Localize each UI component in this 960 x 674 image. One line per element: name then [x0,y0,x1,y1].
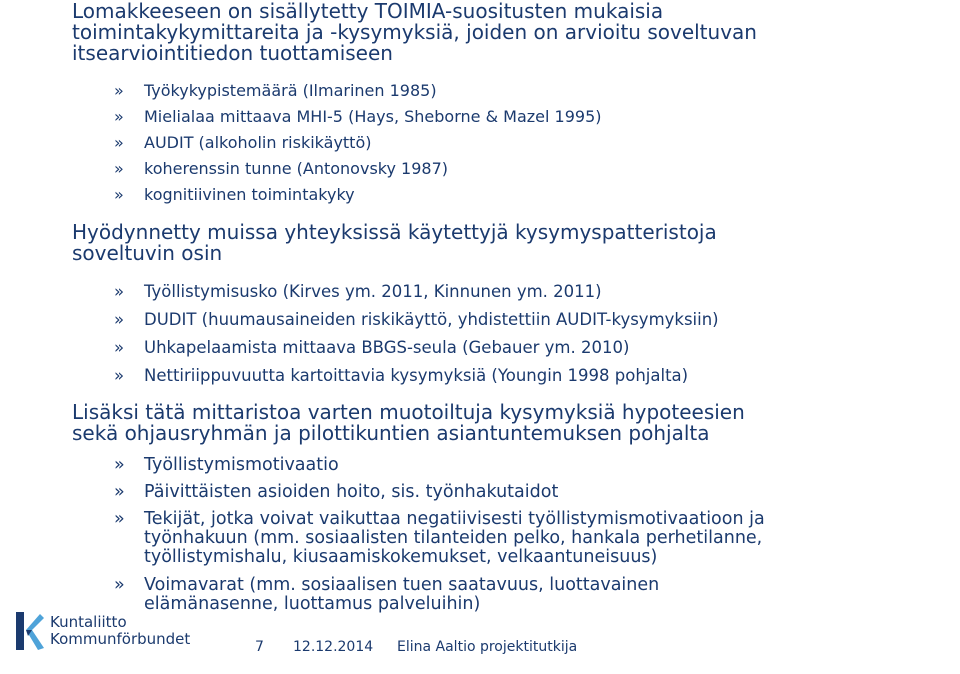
section3-heading [72,402,942,444]
bullet-icon: » [114,282,125,301]
list-item-text: Uhkapelaamista mittaava BBGS-seula (Gebauer ym. 2010) [144,338,630,357]
list-item-text: Nettiriippuvuutta kartoittavia kysymyksiä (Youngin 1998 pohjalta) [144,366,689,385]
list-item-text: AUDIT (alkoholin riskikäyttö) [144,133,372,152]
section1-heading-line: itsearviointitiedon tuottamiseen [72,41,393,65]
bullet-icon: » [114,575,125,595]
bullet-icon: » [114,159,124,178]
bullet-icon: » [114,455,125,475]
section2-heading-line: soveltuvin osin [72,241,223,265]
section2-heading [72,222,942,264]
bullet-icon: » [114,107,124,126]
list-item-line: elämänasenne, luottamus palveluihin) [144,594,481,614]
list-item-line: Tekijät, jotka voivat vaikuttaa negatiivisesti työllistymismotivaatioon ja [144,509,765,529]
list-item-line: työllistymishalu, kiusaamiskokemukset, velkaantuneisuus) [144,547,658,567]
kuntaliitto-logo-icon [14,610,46,654]
list-item-line: työnhakuun (mm. sosiaalisten tilanteiden pelko, hankala perhetilanne, [144,528,763,548]
bullet-icon: » [114,338,125,357]
section1-heading [72,1,942,64]
section1-heading-line: Lomakkeeseen on sisällytetty TOIMIA-suositusten mukaisia [72,0,664,23]
list-item-text: kognitiivinen toimintakyky [144,185,355,204]
bullet-icon: » [114,81,124,100]
logo-wordmark [50,614,190,648]
list-item-text: DUDIT (huumausaineiden riskikäyttö, yhdistettiin AUDIT-kysymyksiin) [144,310,719,329]
kuntaliitto-logo [14,610,199,654]
list-item-text [144,576,659,614]
bullet-icon: » [114,310,125,329]
section1-heading-line: toimintakykymittareita ja -kysymyksiä, joiden on arvioitu soveltuvan [72,20,757,44]
page-number: 7 [255,639,264,655]
list-item-text [144,510,765,567]
bullet-icon: » [114,509,125,529]
list-item-text: Työkykypistemäärä (Ilmarinen 1985) [144,81,437,100]
logo-line2: Kommunförbundet [50,630,191,648]
list-item-text: Päivittäisten asioiden hoito, sis. työnhakutaidot [144,482,559,502]
section2-heading-line: Hyödynnetty muissa yhteyksissä käytettyjä kysymyspatteristoja [72,220,717,244]
footer-date: 12.12.2014 [293,639,374,655]
bullet-icon: » [114,482,125,502]
section3-heading-line: Lisäksi tätä mittaristoa varten muotoiltuja kysymyksiä hypoteesien [72,400,745,424]
list-item-line: Voimavarat (mm. sosiaalisen tuen saatavuus, luottavainen [144,575,660,595]
list-item-text: Mielialaa mittaava MHI-5 (Hays, Sheborne & Mazel 1995) [144,107,602,126]
bullet-icon: » [114,185,124,204]
list-item-text: Työllistymisusko (Kirves ym. 2011, Kinnunen ym. 2011) [144,282,602,301]
bullet-icon: » [114,366,125,385]
list-item-text: koherenssin tunne (Antonovsky 1987) [144,159,448,178]
list-item-text: Työllistymismotivaatio [144,455,339,475]
bullet-icon: » [114,133,124,152]
logo-line1: Kuntaliitto [50,613,127,631]
section3-heading-line: sekä ohjausryhmän ja pilottikuntien asiantuntemuksen pohjalta [72,421,710,445]
footer-author: Elina Aaltio projektitutkija [397,639,578,655]
